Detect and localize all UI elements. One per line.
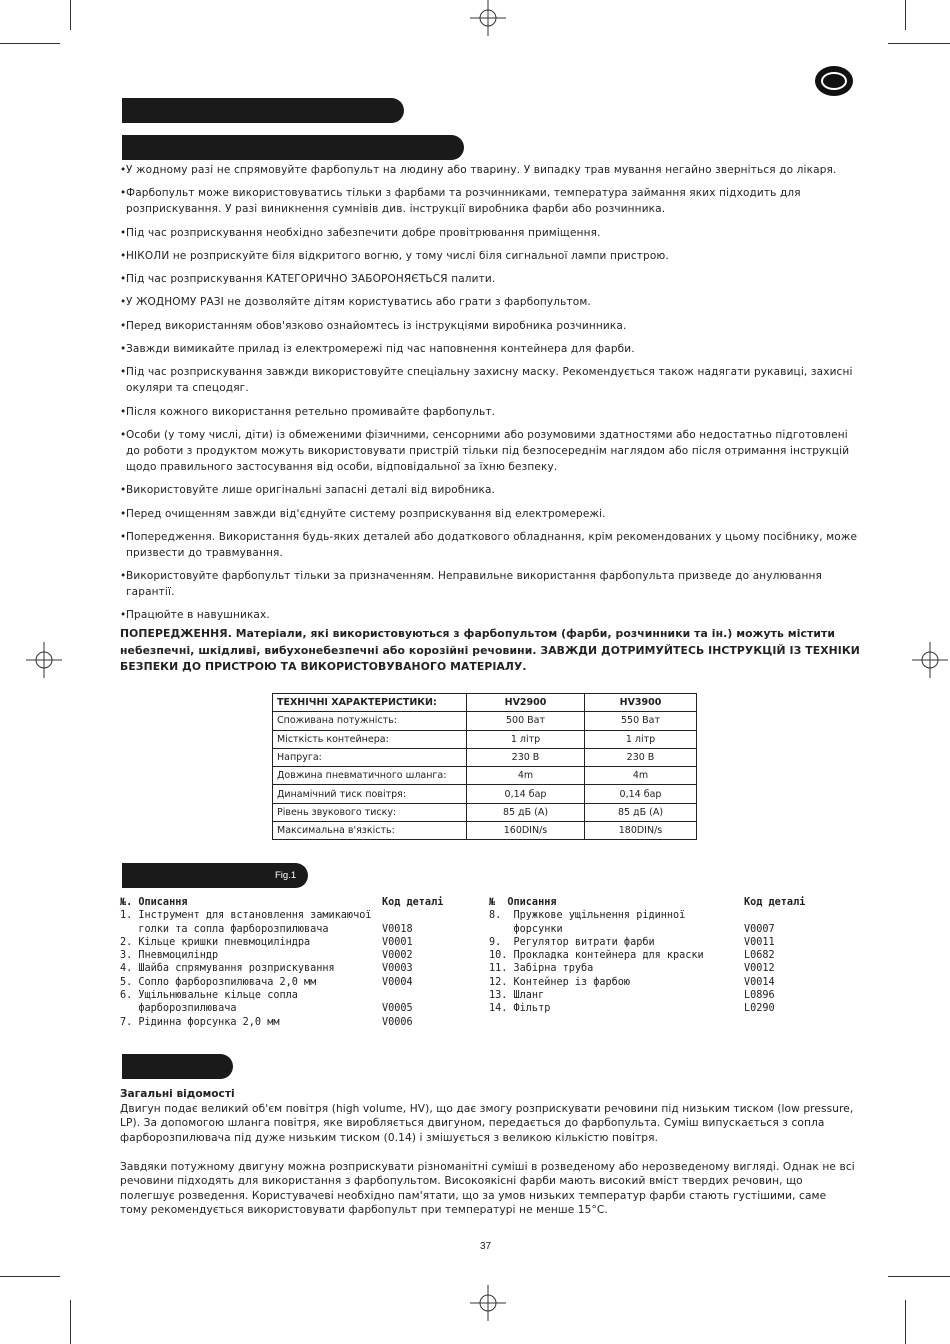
spec-row [273,712,697,730]
registration-mark-icon [470,0,506,36]
language-oval-icon [815,66,853,96]
parts-list-item: 8. Пружкове ущільнення рідинної [489,910,686,922]
spec-cell: 85 дБ (A) [467,803,585,821]
section-header-bar [122,1054,233,1079]
safety-bullet-item: •Перед використанням обов'язково ознайомтесь із інструкціями виробника розчинника. [120,319,627,332]
spec-header-cell: HV2900 [467,694,585,712]
spec-cell: Рівень звукового тиску: [273,803,467,821]
registration-mark-icon [912,642,948,678]
general-info-paragraph: Завдяки потужному двигуну можна розприскувати різноманітні суміші в розведеному або нерозведеному вигляді. Однак не всі речовини підходять для використання з фарбопультом. Високоякісні фарби мають високий вміст твердих речовин, що полегшує розведення. Користувачеві необхідно пам'ятати, що за умов низьких температур фарби стають густішими, саме тому рекомендується використовувати фарбопульт при температурі не менше 15°C. [120,1161,855,1217]
crop-mark [905,1300,906,1344]
safety-bullet-list [120,162,860,631]
spec-cell: 550 Ват [585,712,697,730]
safety-bullet-item: •Попередження. Використання будь-яких деталей або додаткового обладнання, крім рекомендованих у цьому посібнику, може призвести до травмування. [120,530,858,559]
safety-bullet-item: •У ЖОДНОМУ РАЗІ не дозволяйте дітям користуватись або грати з фарбопультом. [120,296,591,309]
spec-cell: 500 Ват [467,712,585,730]
spec-cell: Місткість контейнера: [273,730,467,748]
spec-cell: Напруга: [273,748,467,766]
spec-cell: 230 В [467,748,585,766]
crop-mark [70,1300,71,1344]
parts-list-item: 6. Ущільнювальне кільце сопла [120,990,298,1002]
safety-bullet-item: •Під час розприскування КАТЕГОРИЧНО ЗАБОРОНЯЄТЬСЯ палити. [120,273,496,286]
crop-mark [888,43,950,44]
spec-cell: 4m [585,767,697,785]
spec-row [273,730,697,748]
registration-mark-icon [26,642,62,678]
spec-cell: Максимальна в'язкість: [273,822,467,840]
safety-bullet-item: •Під час розприскування завжди використовуйте спеціальну захисну маску. Рекомендується також надягати рукавиці, захисні окуляри та спецодяг. [120,366,853,395]
spec-cell: 0,14 бар [585,785,697,803]
spec-row [273,822,697,840]
spec-cell: Довжина пневматичного шланга: [273,767,467,785]
safety-bullet-item: •Працюйте в навушниках. [120,609,270,622]
spec-cell: 230 В [585,748,697,766]
warning-paragraph: ПОПЕРЕДЖЕННЯ. Матеріали, які використовуються з фарбопультом (фарби, розчинники та ін.) можуть містити небезпечні, шкідливі, вибухонебезпечні або корозійні речовини. ЗАВЖДИ ДОТРИМУЙТЕСЬ ІНСТРУКЦІЙ ІЗ ТЕХНІКИ БЕЗПЕКИ ДО ПРИСТРОЮ ТА ВИКОРИСТОВУВАНОГО МАТЕРІАЛУ. [120,627,860,673]
safety-bullet-item: •У жодному разі не спрямовуйте фарбопульт на людину або тварину. У випадку трав мування негайно зверніться до лікаря. [120,164,837,176]
parts-list-item: 7. Рідинна форсунка 2,0 мм V0006 [120,1016,413,1028]
parts-list-item: 11. Забірна труба V0012 [489,963,775,975]
safety-bullet-item: •Після кожного використання ретельно промивайте фарбопульт. [120,405,496,418]
spec-row [273,785,697,803]
parts-list-left [120,896,460,1029]
parts-list-item: 12. Контейнер із фарбою V0014 [489,976,775,988]
spec-cell: 4m [467,767,585,785]
parts-list-item: 5. Сопло фарборозпилювача 2,0 мм V0004 [120,976,413,988]
parts-list-header: № Описання Код деталі [489,897,806,908]
parts-list-item: фарборозпилювача V0005 [120,1003,413,1015]
spec-header-cell: ТЕХНІЧНІ ХАРАКТЕРИСТИКИ: [273,694,467,712]
parts-list-right [489,896,829,1016]
safety-bullet-item: •Під час розприскування необхідно забезпечити добре провітрювання приміщення. [120,226,601,239]
parts-list-item: 13. Шланг L0896 [489,990,775,1002]
parts-list-item: 1. Інструмент для встановлення замикаючої [120,910,372,922]
parts-list-item: голки та сопла фарборозпилювача V0018 [120,923,413,935]
parts-list-item: 4. Шайба спрямування розприскування V0003 [120,963,413,975]
crop-mark [0,1276,60,1277]
section-header-bar [122,98,404,123]
spec-cell: 0,14 бар [467,785,585,803]
page-number: 37 [480,1241,492,1252]
spec-cell: 85 дБ (A) [585,803,697,821]
spec-cell: Динамічний тиск повітря: [273,785,467,803]
spec-table-header [273,694,697,712]
parts-list-item: 14. Фільтр L0290 [489,1003,775,1015]
registration-mark-icon [470,1285,506,1321]
parts-list-item: 9. Регулятор витрати фарби V0011 [489,936,775,948]
safety-bullet-item: •Особи (у тому числі, діти) із обмеженими фізичними, сенсорними або розумовими здатностями або недостатньо підготовлені до роботи з продуктом можуть використовувати пристрій тільки під безпосереднім наглядом або після отримання інструкцій щодо правильного застосування від особи, відповідальної за їхню безпеку. [120,428,850,473]
safety-bullet-item: •НІКОЛИ не розприскуйте біля відкритого вогню, у тому числі біля сигнальної лампи пристрою. [120,249,669,262]
figure-label: Fig.1 [275,870,297,881]
spec-cell: Споживана потужність: [273,712,467,730]
parts-list-item: форсунки V0007 [489,923,775,935]
crop-mark [888,1276,950,1277]
parts-list-item: 3. Пневмоциліндр V0002 [120,950,413,962]
crop-mark [70,0,71,30]
parts-list-header: №. Описання Код деталі [120,897,444,908]
general-info-paragraph: Двигун подає великий об'єм повітря (high volume, HV), що дає змогу розприскувати речовини під низьким тиском (low pressure, LP). За допомогою шланга повітря, яке виробляється двигуном, передається до фарбопульта. Суміш випускається з сопла фарборозпилювача під дуже низьким тиском (0.14) і змішується з великою кількістю повітря. [120,1103,854,1144]
crop-mark [905,0,906,30]
spec-cell: 160DIN/s [467,822,585,840]
spec-row [273,767,697,785]
parts-list-item: 2. Кільце кришки пневмоциліндра V0001 [120,936,413,948]
crop-mark [0,43,60,44]
safety-bullet-item: •Фарбопульт може використовуватись тільки з фарбами та розчинниками, температура займання яких підходить для розприскування. У разі виникнення сумнівів див. інструкції виробника фарби або розчинника. [120,187,801,216]
spec-cell: 180DIN/s [585,822,697,840]
spec-table [272,693,697,840]
safety-bullet-item: •Використовуйте фарбопульт тільки за призначенням. Неправильне використання фарбопульта призведе до анулювання гарантії. [120,570,822,599]
safety-bullet-item: •Перед очищенням завжди від'єднуйте систему розприскування від електромережі. [120,507,606,520]
safety-bullet-item: •Завжди вимикайте прилад із електромережі під час наповнення контейнера для фарби. [120,343,635,356]
safety-bullet-item: •Використовуйте лише оригінальні запасні деталі від виробника. [120,484,496,497]
spec-row [273,803,697,821]
spec-header-cell: HV3900 [585,694,697,712]
spec-cell: 1 літр [467,730,585,748]
general-info-title: Загальні відомості [120,1088,235,1100]
spec-cell: 1 літр [585,730,697,748]
section-header-bar [122,135,464,160]
spec-row [273,748,697,766]
parts-list-item: 10. Прокладка контейнера для краски L0682 [489,950,775,962]
